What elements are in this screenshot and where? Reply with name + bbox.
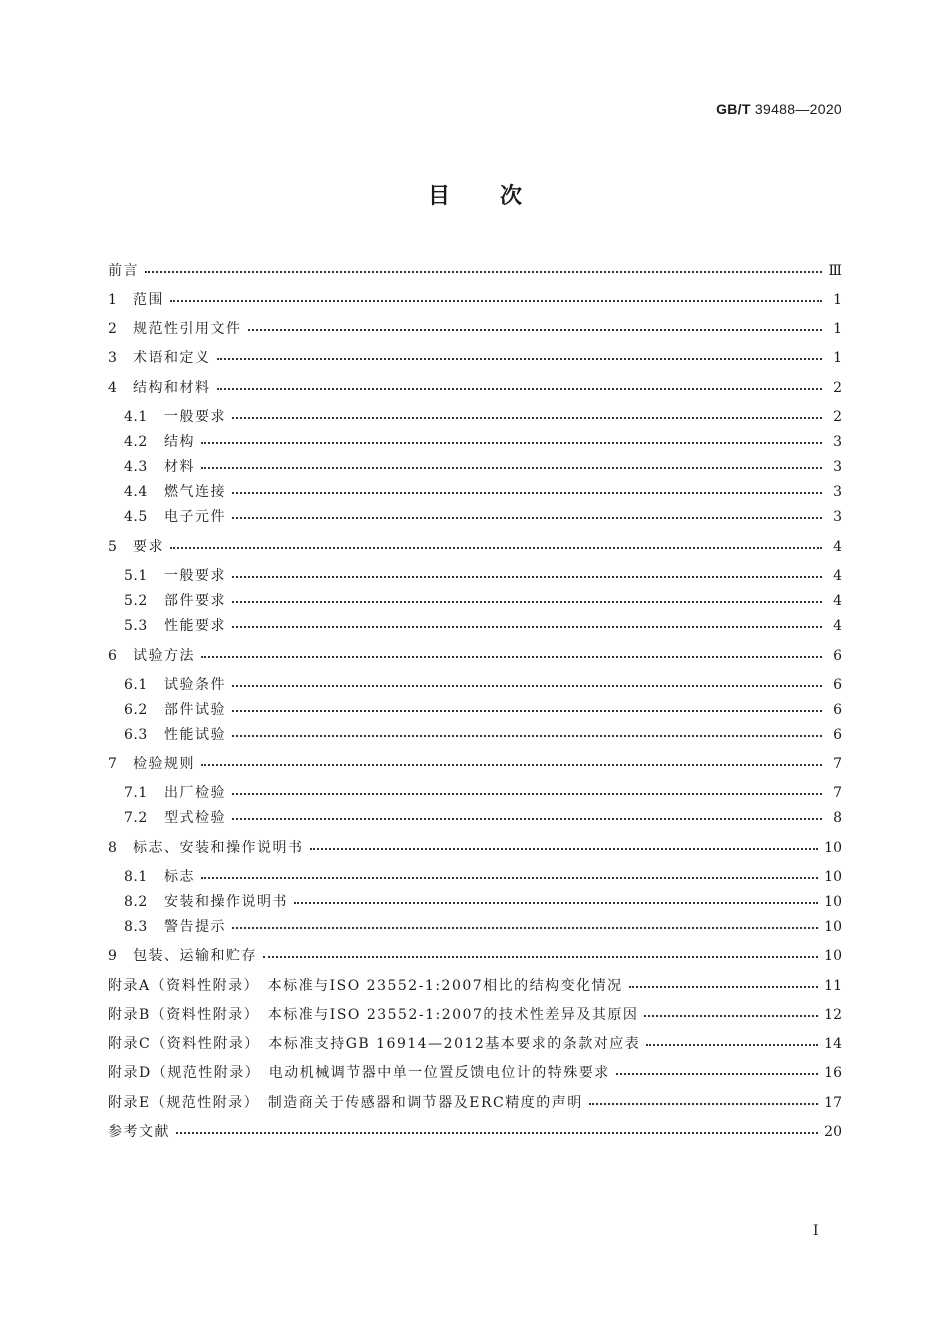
- toc-entry[interactable]: [108, 289, 842, 311]
- toc-dot-leader: [232, 916, 818, 938]
- toc-entry-label: 检验规则: [133, 756, 195, 772]
- toc-entry-page: 1: [833, 350, 842, 366]
- toc-entry-number: 7.2: [124, 810, 148, 826]
- toc-dot-leader: [232, 590, 822, 612]
- toc-entry-label: 规范性引用文件: [133, 321, 242, 337]
- toc-dot-leader: [232, 481, 822, 503]
- toc-entry-number: 6.2: [124, 702, 148, 718]
- toc-entry-label: 一般要求: [164, 409, 226, 425]
- toc-entry[interactable]: [124, 674, 842, 696]
- toc-entry[interactable]: [124, 916, 842, 938]
- toc-dot-leader: [232, 674, 822, 696]
- toc-entry-number: 2: [108, 321, 118, 337]
- toc-entry-label: 警告提示: [164, 919, 226, 935]
- toc-entry-label: 部件要求: [164, 593, 226, 609]
- toc-entry-page: 10: [824, 919, 842, 935]
- toc-entry[interactable]: [108, 1092, 842, 1114]
- toc-dot-leader: [217, 347, 823, 369]
- toc-entry-page: 1: [833, 292, 842, 308]
- toc-entry-page: 6: [833, 727, 842, 743]
- toc-entry-page: 17: [824, 1095, 842, 1111]
- toc-dot-leader: [232, 724, 822, 746]
- toc-entry-page: 16: [824, 1065, 842, 1081]
- toc-entry-label: 试验条件: [164, 677, 226, 693]
- toc-dot-leader: [201, 645, 822, 667]
- toc-entry[interactable]: [124, 590, 842, 612]
- toc-entry-page: 10: [824, 894, 842, 910]
- toc-entry-label: 一般要求: [164, 568, 226, 584]
- toc-dot-leader: [232, 406, 822, 428]
- toc-entry[interactable]: [124, 724, 842, 746]
- toc-entry-page: 3: [833, 509, 842, 525]
- toc-dot-leader: [170, 536, 822, 558]
- toc-entry[interactable]: [108, 753, 842, 775]
- toc-entry-page: 4: [833, 618, 842, 634]
- toc-entry-number: 4.5: [124, 509, 148, 525]
- toc-entry[interactable]: [124, 456, 842, 478]
- toc-dot-leader: [629, 975, 818, 997]
- toc-entry[interactable]: [124, 565, 842, 587]
- toc-entry[interactable]: [108, 1033, 842, 1055]
- toc-entry-label: 结构: [164, 434, 195, 450]
- toc-entry-number: 4.2: [124, 434, 148, 450]
- toc-entry-number: 7: [108, 756, 118, 772]
- toc-entry-number: 6.3: [124, 727, 148, 743]
- toc-entry-number: 4.4: [124, 484, 148, 500]
- toc-entry[interactable]: [108, 837, 842, 859]
- toc-dot-leader: [232, 699, 822, 721]
- toc-dot-leader: [201, 866, 818, 888]
- toc-entry-label: 标志、安装和操作说明书: [133, 840, 304, 856]
- toc-dot-leader: [310, 837, 819, 859]
- toc-entry-number: 1: [108, 292, 118, 308]
- toc-entry-page: 10: [824, 840, 842, 856]
- toc-entry[interactable]: [108, 318, 842, 340]
- toc-entry-label: 型式检验: [164, 810, 226, 826]
- toc-entry-label: 部件试验: [164, 702, 226, 718]
- toc-entry-number: 4: [108, 380, 118, 396]
- toc-entry-label: 术语和定义: [133, 350, 211, 366]
- toc-entry-label: 附录A（资料性附录） 本标准与ISO 23552-1:2007相比的结构变化情况: [108, 978, 623, 994]
- toc-entry-label: 包装、运输和贮存: [133, 948, 257, 964]
- toc-entry-label: 前言: [108, 263, 139, 279]
- toc-entry[interactable]: [108, 1004, 842, 1026]
- toc-entry-number: 5.2: [124, 593, 148, 609]
- toc-entry[interactable]: [108, 945, 842, 967]
- toc-entry-page: 7: [833, 756, 842, 772]
- toc-entry[interactable]: [108, 1062, 842, 1084]
- toc-dot-leader: [145, 260, 822, 282]
- toc-entry-label: 标志: [164, 869, 195, 885]
- toc-dot-leader: [217, 377, 823, 399]
- toc-entry-page: 14: [824, 1036, 842, 1052]
- toc-entry[interactable]: [108, 260, 842, 282]
- footer-page-number: Ⅰ: [813, 1223, 819, 1239]
- toc-entry-number: 8.1: [124, 869, 148, 885]
- toc-entry-page: 3: [833, 459, 842, 475]
- toc-entry-label: 出厂检验: [164, 785, 226, 801]
- toc-dot-leader: [232, 565, 822, 587]
- toc-entry-number: 6: [108, 648, 118, 664]
- toc-entry-label: 参考文献: [108, 1124, 170, 1140]
- toc-entry-number: 4.3: [124, 459, 148, 475]
- toc-entry-number: 4.1: [124, 409, 148, 425]
- toc-entry-page: 20: [824, 1124, 842, 1140]
- toc-entry-page: 4: [833, 539, 842, 555]
- toc-entry-label: 电子元件: [164, 509, 226, 525]
- toc-dot-leader: [232, 506, 822, 528]
- toc-entry-page: 10: [824, 869, 842, 885]
- toc-entry-label: 材料: [164, 459, 195, 475]
- toc-entry-page: 12: [824, 1007, 842, 1023]
- toc-entry-label: 范围: [133, 292, 164, 308]
- toc-entry-page: 4: [833, 593, 842, 609]
- toc-entry-page: 2: [833, 380, 842, 396]
- toc-entry-page: 4: [833, 568, 842, 584]
- toc-entry-page: 6: [833, 702, 842, 718]
- toc-entry[interactable]: [108, 536, 842, 558]
- toc-entry-label: 要求: [133, 539, 164, 555]
- toc-entry-number: 9: [108, 948, 118, 964]
- standard-prefix: GB/T: [716, 101, 751, 117]
- toc-entry[interactable]: [124, 891, 842, 913]
- toc-entry-page: 10: [824, 948, 842, 964]
- standard-number: 39488—2020: [754, 101, 842, 117]
- toc-dot-leader: [176, 1121, 818, 1143]
- toc-entry-label: 安装和操作说明书: [164, 894, 288, 910]
- toc-entry-page: 1: [833, 321, 842, 337]
- toc-entry-page: 3: [833, 484, 842, 500]
- toc-entry[interactable]: [108, 347, 842, 369]
- toc-entry-label: 结构和材料: [133, 380, 211, 396]
- toc-dot-leader: [644, 1004, 818, 1026]
- toc-entry-page: 6: [833, 677, 842, 693]
- page-title: 目次: [427, 184, 572, 209]
- toc-entry-page: 6: [833, 648, 842, 664]
- toc-entry-page: Ⅲ: [828, 263, 842, 279]
- toc-entry-number: 8.3: [124, 919, 148, 935]
- toc-dot-leader: [201, 456, 822, 478]
- toc-entry[interactable]: [124, 506, 842, 528]
- toc-dot-leader: [232, 782, 822, 804]
- toc-entry-page: 7: [833, 785, 842, 801]
- toc-entry-label: 性能试验: [164, 727, 226, 743]
- toc-dot-leader: [232, 807, 822, 829]
- toc-entry[interactable]: [108, 1121, 842, 1143]
- toc-entry-label: 附录B（资料性附录） 本标准与ISO 23552-1:2007的技术性差异及其原因: [108, 1007, 639, 1023]
- toc-dot-leader: [201, 431, 822, 453]
- toc-dot-leader: [294, 891, 818, 913]
- toc-dot-leader: [232, 615, 822, 637]
- toc-dot-leader: [646, 1033, 818, 1055]
- toc-entry-number: 5.1: [124, 568, 148, 584]
- toc-dot-leader: [248, 318, 823, 340]
- toc-entry-label: 性能要求: [164, 618, 226, 634]
- toc-entry[interactable]: [124, 782, 842, 804]
- toc-entry-label: 试验方法: [133, 648, 195, 664]
- toc-entry-number: 6.1: [124, 677, 148, 693]
- toc-entry-page: 8: [833, 810, 842, 826]
- toc-entry-page: 2: [833, 409, 842, 425]
- toc-dot-leader: [170, 289, 822, 311]
- toc-entry-number: 8: [108, 840, 118, 856]
- toc-entry[interactable]: [124, 431, 842, 453]
- toc-entry[interactable]: [108, 377, 842, 399]
- toc-entry[interactable]: [124, 866, 842, 888]
- toc-entry-label: 附录D（规范性附录） 电动机械调节器中单一位置反馈电位计的特殊要求: [108, 1065, 610, 1081]
- toc-entry-number: 3: [108, 350, 118, 366]
- toc-entry[interactable]: [124, 699, 842, 721]
- toc-entry-page: 3: [833, 434, 842, 450]
- toc-entry-number: 7.1: [124, 785, 148, 801]
- toc-dot-leader: [616, 1062, 818, 1084]
- toc-entry-number: 5: [108, 539, 118, 555]
- toc-entry-page: 11: [824, 978, 842, 994]
- toc-entry-label: 附录C（资料性附录） 本标准支持GB 16914—2012基本要求的条款对应表: [108, 1036, 641, 1052]
- toc-entry[interactable]: [124, 406, 842, 428]
- toc-dot-leader: [263, 945, 818, 967]
- toc-entry[interactable]: [108, 645, 842, 667]
- toc-entry-label: 燃气连接: [164, 484, 226, 500]
- toc-dot-leader: [201, 753, 822, 775]
- toc-entry-number: 8.2: [124, 894, 148, 910]
- toc-entry[interactable]: [124, 807, 842, 829]
- toc-dot-leader: [589, 1092, 818, 1114]
- toc-entry-label: 附录E（规范性附录） 制造商关于传感器和调节器及ERC精度的声明: [108, 1095, 583, 1111]
- toc-entry[interactable]: [108, 975, 842, 997]
- toc-entry-number: 5.3: [124, 618, 148, 634]
- toc-entry[interactable]: [124, 615, 842, 637]
- toc-entry[interactable]: [124, 481, 842, 503]
